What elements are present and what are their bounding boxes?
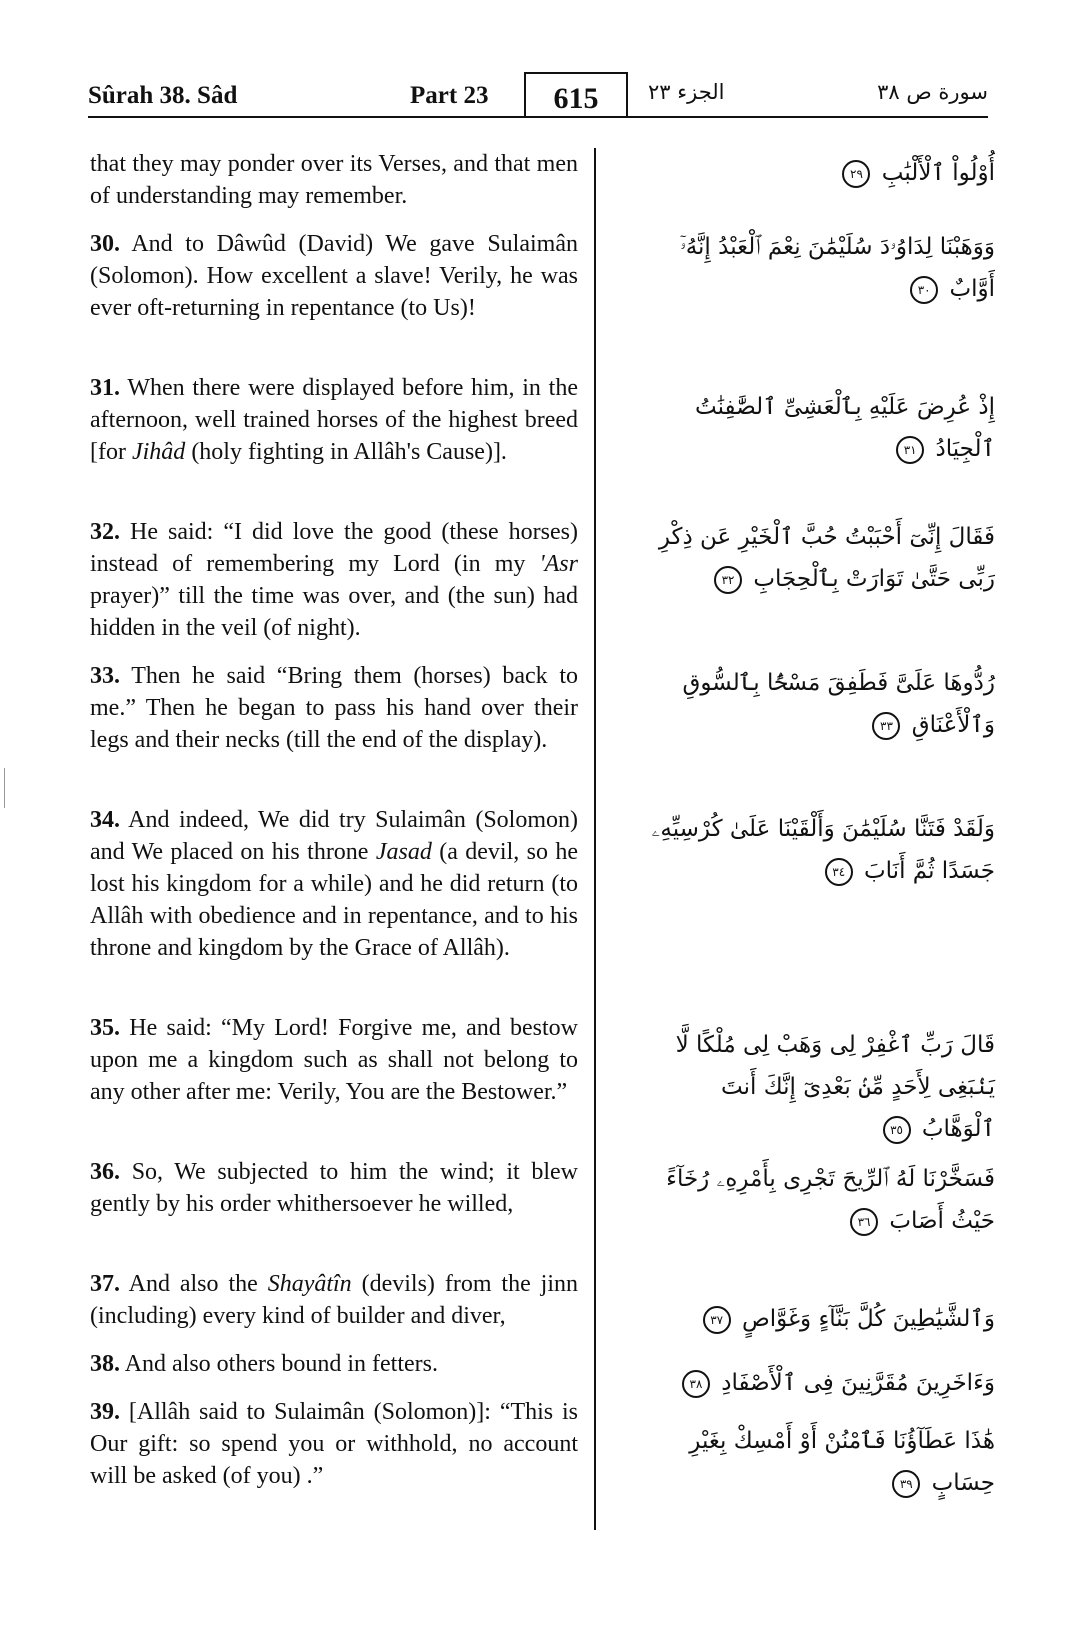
verse-text: that they may ponder over its Verses, and that men of understanding may remember. [90,151,578,209]
arabic-text: وَءَاخَرِينَ مُقَرَّنِينَ فِى ٱلْأَصْفَادِ [721,1370,995,1396]
surah-title-english: Sûrah 38. Sâd [88,82,238,109]
verse-30-english [90,228,578,324]
ayah-number-marker: ٣٨ [682,1370,710,1398]
verse-number: 31. [90,375,120,401]
verse-text: And to Dâwûd (David) We gave Sulaimân (Solomon). How excellent a slave! Verily, he was ever oft-returning in repentance (to Us)! [90,231,578,321]
verse-text-cont: (devils) from the jinn (including) every kind of builder and diver, [90,1271,578,1329]
ayah-number-marker: ٣١ [896,436,924,464]
arabic-text: وَلَقَدْ فَتَنَّا سُلَيْمَٰنَ وَأَلْقَيْنَا عَلَىٰ كُرْسِيِّهِۦ جَسَدًا ثُمَّ أَنَابَ [651,816,995,884]
verse-36-english [90,1156,578,1220]
verse-emphasis: Jasad [375,839,432,865]
verse-text: And also the [128,1271,268,1297]
arabic-text: وَوَهَبْنَا لِدَاوُۥدَ سُلَيْمَٰنَ نِعْمَ ٱلْعَبْدُ إِنَّهُۥٓ أَوَّابٌ [679,234,995,302]
verse-38-arabic [645,1362,995,1404]
verse-34-arabic [645,808,995,892]
arabic-text: فَقَالَ إِنِّىٓ أَحْبَبْتُ حُبَّ ٱلْخَيْرِ عَن ذِكْرِ رَبِّى حَتَّىٰ تَوَارَتْ بِٱلْحِجَابِ [658,524,995,592]
verse-35-english [90,1012,578,1108]
verse-35-arabic [645,1024,995,1150]
verse-29-arabic [645,152,995,194]
verse-text: So, We subjected to him the wind; it blew gently by his order whithersoever he willed, [90,1159,579,1217]
verse-number: 36. [90,1159,120,1185]
verse-text: And indeed, We did try Sulaimân (Solomon) and We placed on his throne [90,807,578,865]
arabic-text: قَالَ رَبِّ ٱغْفِرْ لِى وَهَبْ لِى مُلْكًا لَّا يَنۢبَغِى لِأَحَدٍ مِّنۢ بَعْدِىٓ إِنَّكَ أَنتَ ٱلْوَهَّابُ [675,1032,995,1142]
verse-text: He said: “I did love the good (these horses) instead of remembering my Lord (in my [90,519,578,577]
ayah-number-marker: ٣٣ [872,712,900,740]
verse-29-english [90,148,578,212]
verse-text-cont: (a devil, so he lost his kingdom for a while) and he did return (to Allâh with obedience and in repentance, and to his throne and kingdom by the Grace of Allâh). [90,839,578,961]
verse-33-english [90,660,578,756]
verse-emphasis: Shayâtîn [267,1271,352,1297]
ayah-number-marker: ٣٥ [883,1116,911,1144]
verse-number: 30. [90,231,120,257]
verse-39-english [90,1396,578,1492]
surah-title-arabic: سورة ص ٣٨ [877,80,988,104]
arabic-text: أُوْلُواْ ٱلْأَلْبَٰبِ [881,160,995,186]
verse-text: When there were displayed before him, in the afternoon, well trained horses of the highest breed [for [90,375,578,465]
verse-text: Then he said “Bring them (horses) back to me.” Then he began to pass his hand over their legs and their necks (till the end of the display). [90,663,578,753]
ayah-number-marker: ٣٤ [825,858,853,886]
verse-text: He said: “My Lord! Forgive me, and bestow upon me a kingdom such as shall not belong to any other after me: Verily, You are the Bestower.” [90,1015,579,1105]
verse-number: 32. [90,519,120,545]
part-label-arabic: الجزء ٢٣ [648,80,725,104]
arabic-text: هَٰذَا عَطَآؤُنَا فَٱمْنُنْ أَوْ أَمْسِكْ بِغَيْرِ حِسَابٍ [689,1428,995,1496]
verse-38-english [90,1348,578,1380]
verse-31-english [90,372,578,468]
verse-number: 37. [90,1271,120,1297]
ayah-number-marker: ٣٢ [714,566,742,594]
verse-37-english [90,1268,578,1332]
verse-36-arabic [645,1158,995,1242]
verse-text: [Allâh said to Sulaimân (Solomon)]: “This is Our gift: so spend you or withhold, no account will be asked (of you) .” [90,1399,579,1489]
verse-number: 38. [90,1351,120,1377]
verse-number: 39. [90,1399,120,1425]
margin-mark [4,768,5,808]
verse-30-arabic [645,226,995,310]
verse-37-arabic [645,1298,995,1340]
part-label-english: Part 23 [410,82,489,109]
column-divider [594,148,596,1530]
ayah-number-marker: ٣٠ [910,276,938,304]
verse-text-cont: (holy fighting in Allâh's Cause)]. [185,439,507,465]
ayah-number-marker: ٢٩ [842,160,870,188]
arabic-text: رُدُّوهَا عَلَىَّ فَطَفِقَ مَسْحًۢا بِٱلسُّوقِ وَٱلْأَعْنَاقِ [682,670,995,738]
ayah-number-marker: ٣٧ [703,1306,731,1334]
verse-number: 33. [90,663,120,689]
page-header [88,72,988,120]
arabic-text: فَسَخَّرْنَا لَهُ ٱلرِّيحَ تَجْرِى بِأَمْرِهِۦ رُخَآءً حَيْثُ أَصَابَ [666,1166,995,1234]
arabic-text: وَٱلشَّيَٰطِينَ كُلَّ بَنَّآءٍ وَغَوَّاصٍ [741,1306,995,1332]
verse-33-arabic [645,662,995,746]
ayah-number-marker: ٣٦ [850,1208,878,1236]
verse-number: 34. [90,807,120,833]
verse-34-english [90,804,578,964]
verse-32-arabic [645,516,995,600]
ayah-number-marker: ٣٩ [892,1470,920,1498]
verse-31-arabic [645,386,995,470]
verse-emphasis: 'Asr [539,551,578,577]
arabic-text: إِذْ عُرِضَ عَلَيْهِ بِٱلْعَشِىِّ ٱلصَّٰفِنَٰتُ ٱلْجِيَادُ [695,394,995,462]
verse-32-english [90,516,578,644]
page-number: 615 [524,72,628,118]
verse-text: And also others bound in fetters. [124,1351,438,1377]
verse-emphasis: Jihâd [131,439,186,465]
verse-39-arabic [645,1420,995,1504]
verse-text-cont: prayer)” till the time was over, and (the sun) had hidden in the veil (of night). [90,583,578,641]
verse-number: 35. [90,1015,120,1041]
header-rule [88,116,988,118]
